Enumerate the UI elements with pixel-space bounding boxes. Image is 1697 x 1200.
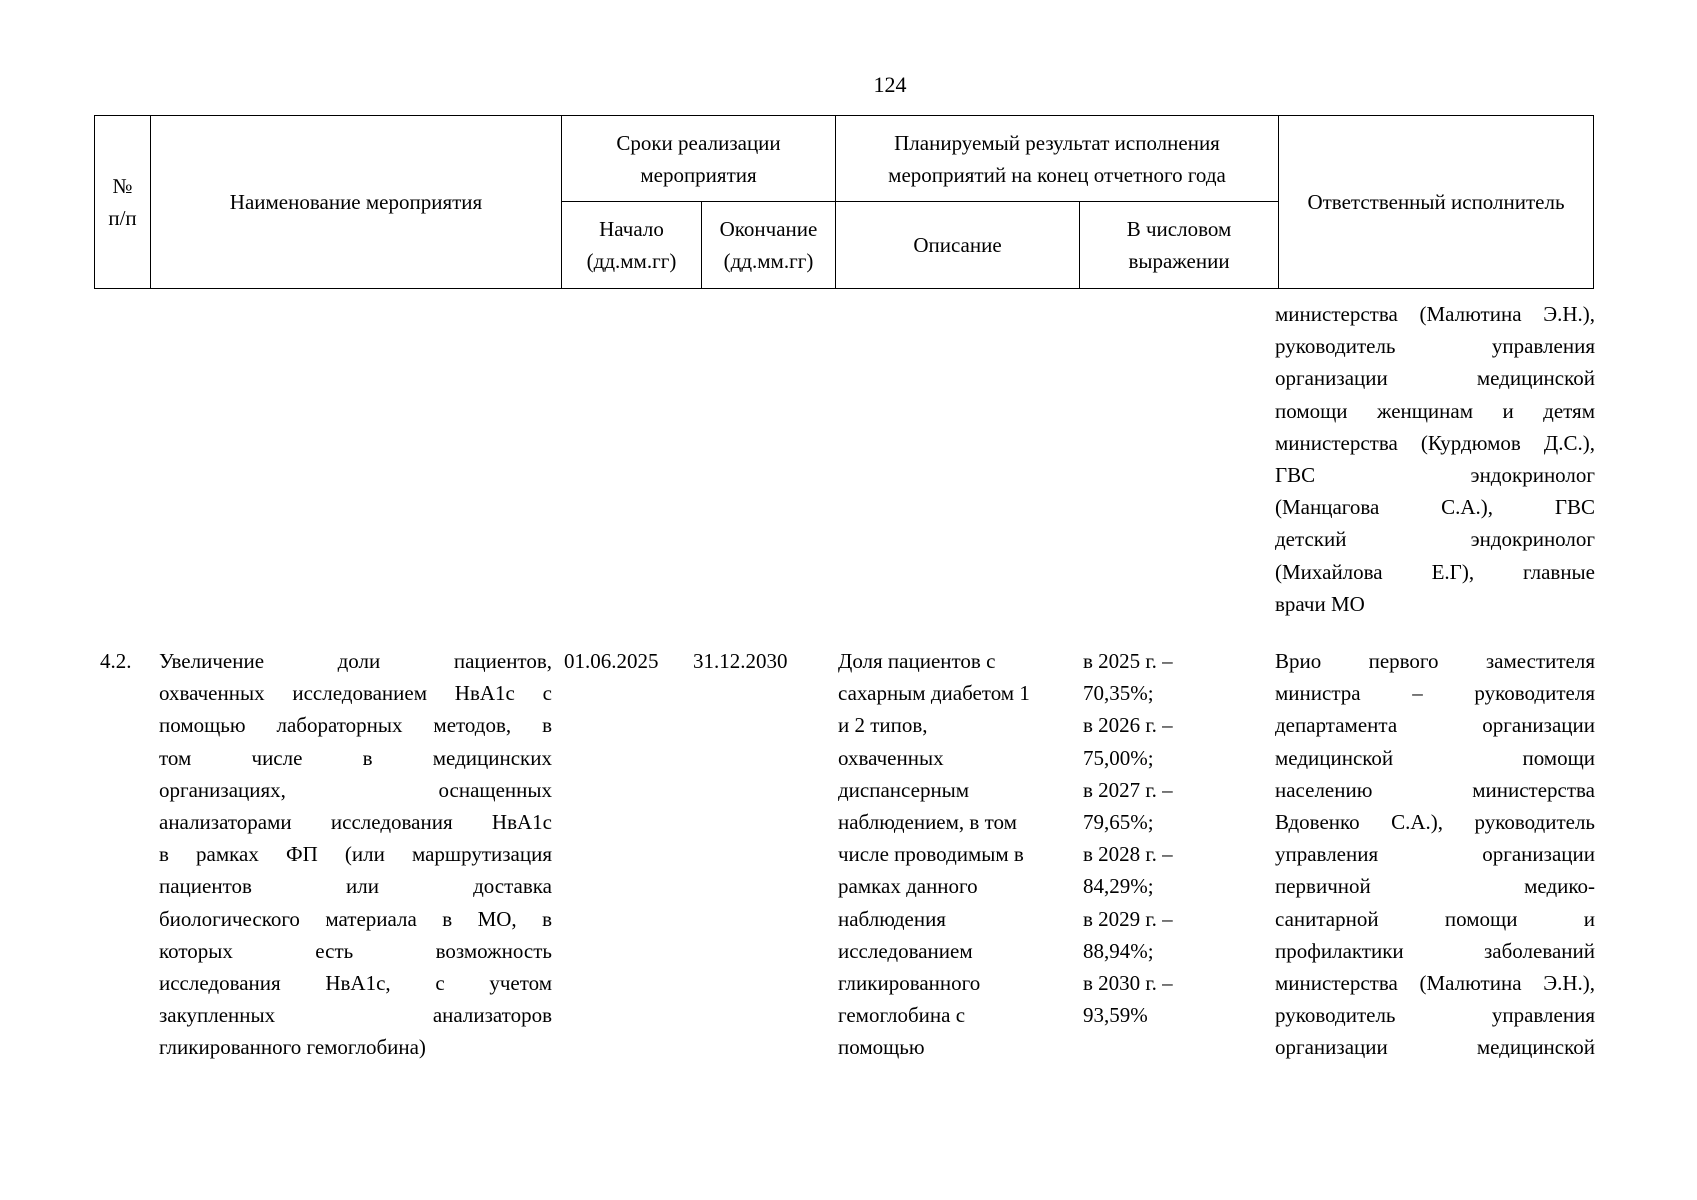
row-start-date: 01.06.2025 <box>564 649 659 673</box>
text-line: гликированного гемоглобина) <box>159 1035 426 1060</box>
text-line: 79,65%; <box>1083 810 1154 835</box>
text-line: руководитель управления <box>1275 1003 1595 1028</box>
text-line: анализаторами исследования НвА1с <box>159 810 552 835</box>
text-line: рамках данного <box>838 874 978 899</box>
table-header <box>94 115 1594 289</box>
text-line: детский эндокринолог <box>1275 527 1595 552</box>
text-line: охваченных <box>838 745 944 770</box>
text-line: организации медицинской <box>1275 366 1595 391</box>
text-line: 93,59% <box>1083 1003 1148 1028</box>
text-line: 70,35%; <box>1083 681 1154 706</box>
text-line: помощью <box>838 1035 925 1060</box>
text-line: наблюдением, в том <box>838 810 1017 835</box>
text-line: департамента организации <box>1275 713 1595 738</box>
text-line: том числе в медицинских <box>159 745 552 770</box>
text-line: гликированного <box>838 971 981 996</box>
text-line: помощью лабораторных методов, в <box>159 713 552 738</box>
text-line: Увеличение доли пациентов, <box>159 649 552 673</box>
text-line: управления организации <box>1275 842 1595 867</box>
text-line: в 2027 г. – <box>1083 777 1173 802</box>
header-number: № п/п <box>95 116 151 289</box>
row-event-name <box>159 645 552 1064</box>
text-line: которых есть возможность <box>159 938 552 963</box>
text-line: (Манцагова С.А.), ГВС <box>1275 495 1595 520</box>
header-terms: Сроки реализации мероприятия <box>562 116 836 202</box>
row-numeric-values <box>1083 645 1263 1031</box>
text-line: организации медицинской <box>1275 1035 1595 1060</box>
text-line: помощи женщинам и детям <box>1275 398 1595 423</box>
text-line: руководитель управления <box>1275 334 1595 359</box>
text-line: министерства (Малютина Э.Н.), <box>1275 302 1595 326</box>
text-line: организациях, оснащенных <box>159 777 552 802</box>
text-line: санитарной помощи и <box>1275 906 1595 931</box>
text-line: (Михайлова Е.Г), главные <box>1275 559 1595 584</box>
page-number: 124 <box>873 72 907 97</box>
text-line: в 2029 г. – <box>1083 906 1173 931</box>
text-line: 88,94%; <box>1083 938 1154 963</box>
text-line: охваченных исследованием НвА1с с <box>159 681 552 706</box>
row-end-date: 31.12.2030 <box>693 649 788 673</box>
text-line: министерства (Курдюмов Д.С.), <box>1275 430 1595 455</box>
text-line: в 2028 г. – <box>1083 842 1173 867</box>
header-end-date: Окончание (дд.мм.гг) <box>702 202 836 289</box>
text-line: медицинской помощи <box>1275 745 1595 770</box>
text-line: гемоглобина с <box>838 1003 966 1028</box>
text-line: в рамках ФП (или маршрутизация <box>159 842 552 867</box>
text-line: министерства (Малютина Э.Н.), <box>1275 971 1595 996</box>
header-start-date: Начало (дд.мм.гг) <box>562 202 702 289</box>
text-line: закупленных анализаторов <box>159 1003 552 1028</box>
text-line: в 2026 г. – <box>1083 713 1173 738</box>
text-line: исследованием <box>838 938 973 963</box>
text-line: наблюдения <box>838 906 946 931</box>
text-line: ГВС эндокринолог <box>1275 463 1595 488</box>
text-line: первичной медико- <box>1275 874 1595 899</box>
text-line: исследования НвА1с, с учетом <box>159 971 552 996</box>
row-number: 4.2. <box>100 649 132 673</box>
text-line: сахарным диабетом 1 <box>838 681 1030 706</box>
header-event-name: Наименование мероприятия <box>151 116 562 289</box>
text-line: населению министерства <box>1275 777 1595 802</box>
text-line: Врио первого заместителя <box>1275 649 1595 673</box>
row-responsible <box>1275 645 1595 1064</box>
text-line: диспансерным <box>838 777 970 802</box>
text-line: числе проводимым в <box>838 842 1024 867</box>
text-line: врачи МО <box>1275 591 1365 616</box>
text-line: министра – руководителя <box>1275 681 1595 706</box>
text-line: Вдовенко С.А.), руководитель <box>1275 810 1595 835</box>
text-line: в 2030 г. – <box>1083 971 1173 996</box>
header-description: Описание <box>836 202 1080 289</box>
text-line: Доля пациентов с <box>838 649 996 673</box>
text-line: профилактики заболеваний <box>1275 938 1595 963</box>
header-responsible: Ответственный исполнитель <box>1279 116 1594 289</box>
header-numeric-value: В числовом выражении <box>1080 202 1279 289</box>
text-line: биологического материала в МО, в <box>159 906 552 931</box>
text-line: в 2025 г. – <box>1083 649 1173 673</box>
header-planned-result: Планируемый результат исполнения мероприятий на конец отчетного года <box>836 116 1279 202</box>
text-line: 75,00%; <box>1083 745 1154 770</box>
row-description <box>838 645 1070 1064</box>
text-line: 84,29%; <box>1083 874 1154 899</box>
text-line: пациентов или доставка <box>159 874 552 899</box>
text-line: и 2 типов, <box>838 713 928 738</box>
continuation-responsible <box>1275 298 1595 620</box>
